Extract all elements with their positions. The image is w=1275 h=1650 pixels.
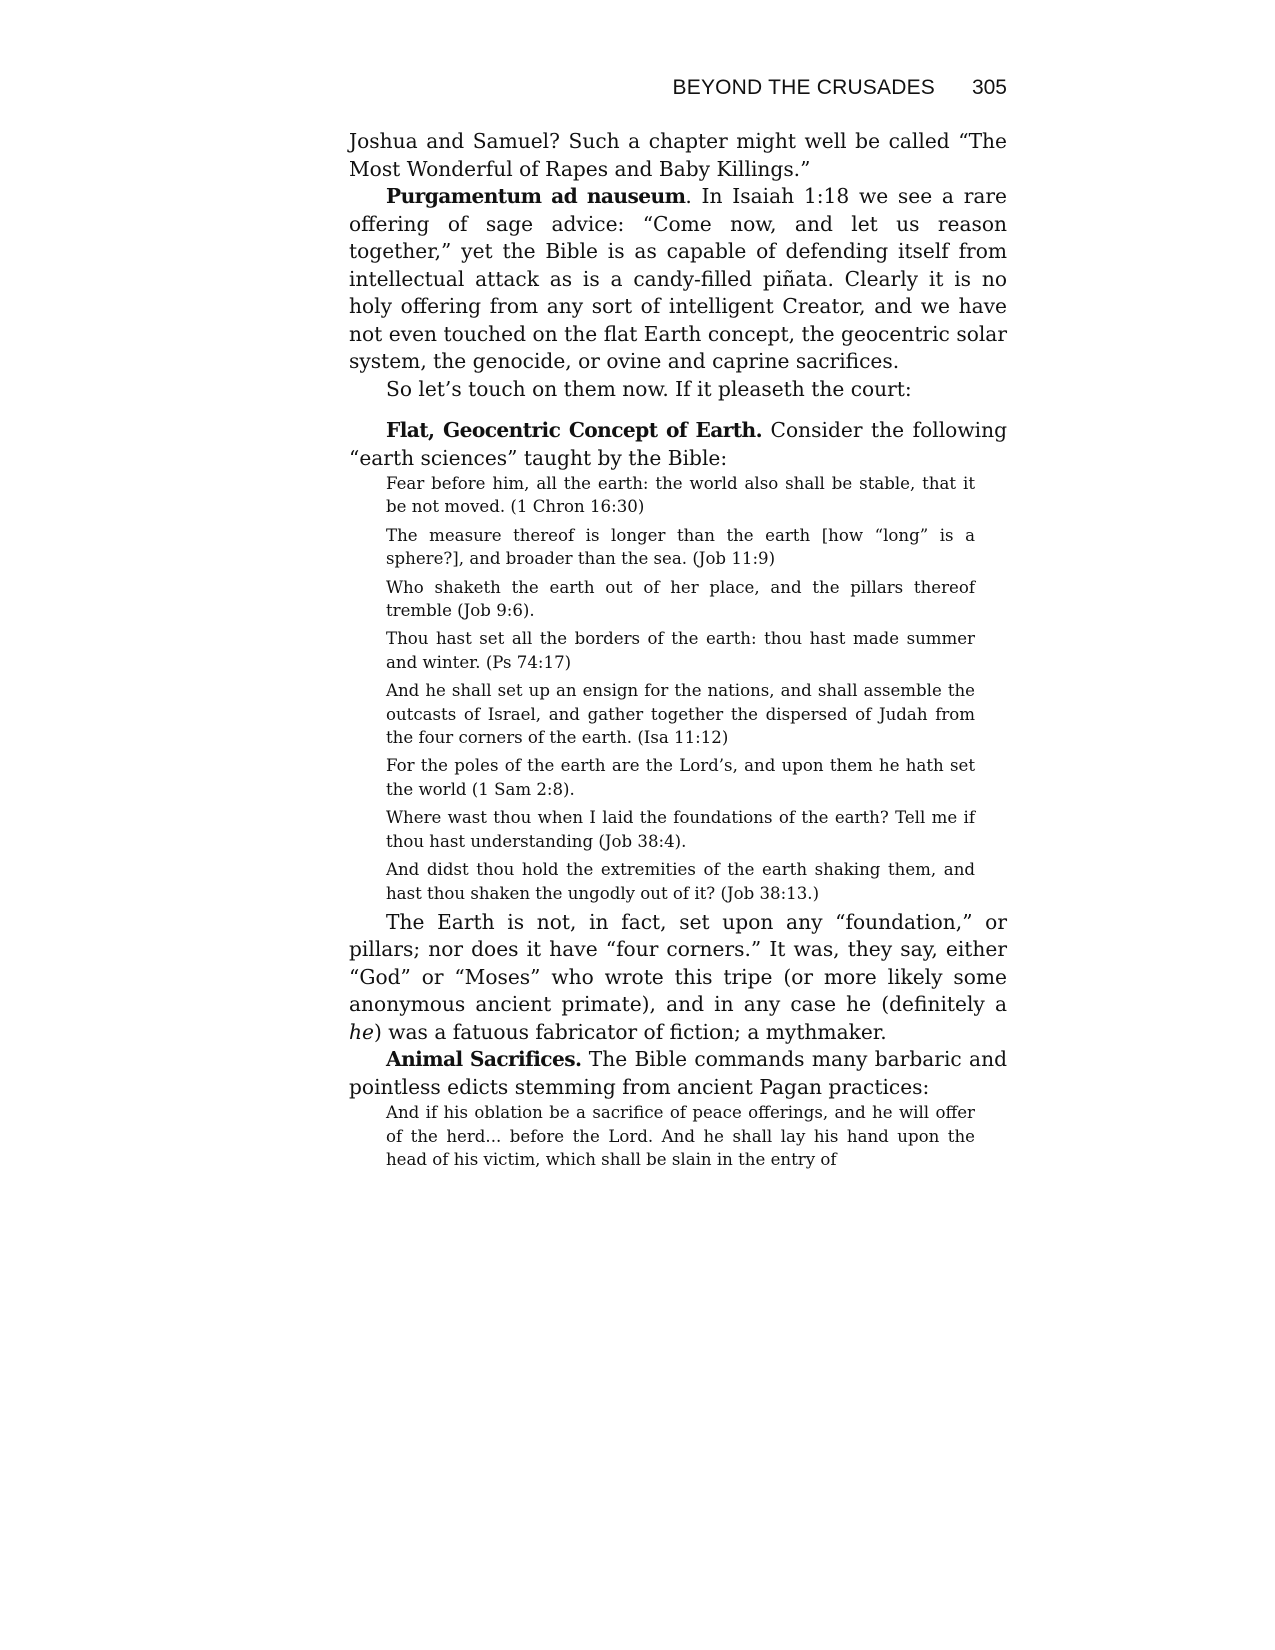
paragraph-purgamentum (349, 183, 1007, 376)
paragraph-continuation: Joshua and Samuel? Such a chapter might well be called “The Most Wonderful of Rapes and Baby Killings.” (349, 129, 1007, 181)
earth-quotes-list (349, 472, 1007, 905)
running-title: BEYOND THE CRUSADES (672, 76, 935, 99)
section-heading-animal-sacrifices: Animal Sacrifices. (386, 1047, 582, 1072)
block-quote: Thou hast set all the borders of the earth: thou hast made summer and winter. (Ps 74:17) (386, 629, 975, 672)
paragraph-transition: So let’s touch on them now. If it pleaseth the court: (386, 376, 912, 401)
emphasis-he: he (349, 1019, 374, 1044)
paragraph-text: The Earth is not, in fact, set upon any “foundation,” or pillars; nor does it have “four corners.” It was, they say, either “God” or “Moses” who wrote this tripe (or more likely some anonymous ancient primate), and in any case he (definitely a (349, 909, 1007, 1017)
section-heading-flat-earth: Flat, Geocentric Concept of Earth. (386, 418, 763, 442)
block-quote: And he shall set up an ensign for the nations, and shall assemble the outcasts of Israel, and gather together the dispersed of Judah from the four corners of the earth. (Isa 11:12) (386, 681, 975, 748)
paragraph-animal-sacrifices (349, 1046, 1007, 1101)
paragraph-flat-earth (349, 417, 1007, 472)
paragraph-text: The Bible commands many barbaric and pointless edicts stemming from ancient Pagan practices: (349, 1047, 1007, 1099)
page-body (349, 128, 1007, 1176)
paragraph-text: Consider the following “earth sciences” taught by the Bible: (349, 418, 1008, 470)
section-heading-purgamentum: Purgamentum ad nauseum (386, 184, 686, 208)
block-quote: Who shaketh the earth out of her place, and the pillars thereof tremble (Job 9:6). (386, 577, 975, 621)
block-quote: For the poles of the earth are the Lord’s, and upon them he hath set the world (1 Sam 2:8). (386, 756, 975, 799)
paragraph-foundation (349, 909, 1007, 1047)
block-quote: And if his oblation be a sacrifice of peace offerings, and he will offer of the herd... before the Lord. And he shall lay his hand upon the head of his victim, which shall be slain in the entry of (386, 1103, 975, 1170)
block-quote: The measure thereof is longer than the earth [how “long” is a sphere?], and broader than the sea. (Job 11:9) (386, 525, 975, 569)
paragraph-text: ) was a fatuous fabricator of fiction; a mythmaker. (373, 1019, 887, 1044)
block-quote: Where wast thou when I laid the foundations of the earth? Tell me if thou hast understanding (Job 38:4). (386, 808, 975, 851)
running-header (340, 72, 1007, 106)
sacrifice-quotes-list (349, 1101, 1007, 1171)
block-quote: And didst thou hold the extremities of the earth shaking them, and hast thou shaken the ungodly out of it? (Job 38:13.) (386, 860, 975, 903)
page-number: 305 (971, 76, 1007, 99)
paragraph-text: . In Isaiah 1:18 we see a rare offering of sage advice: “Come now, and let us reason together,” yet the Bible is as capable of defending itself from intellectual attack as is a candy-filled piñata. Clearly it is no holy offering from any sort of intelligent Creator, and we have not even touched on the flat Earth concept, the geocentric solar system, the genocide, or ovine and caprine sacrifices. (349, 184, 1007, 373)
block-quote: Fear before him, all the earth: the world also shall be stable, that it be not moved. (1 Chron 16:30) (386, 474, 975, 517)
